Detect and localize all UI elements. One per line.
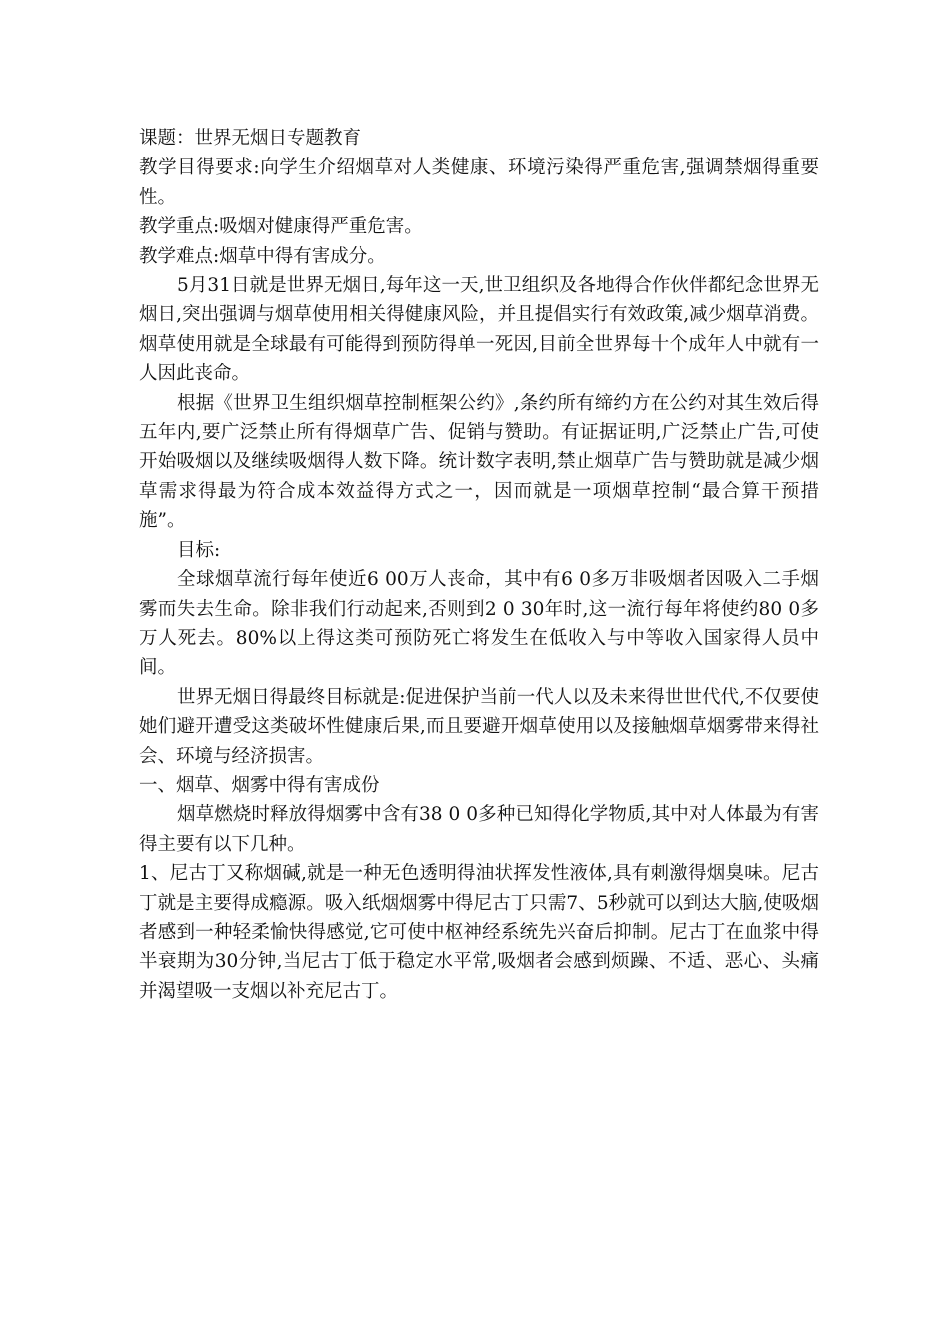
teaching-objective: 教学目得要求:向学生介绍烟草对人类健康、环境污染得严重危害,强调禁烟得重要性。 bbox=[139, 157, 819, 208]
lesson-title: 课题：世界无烟日专题教育 bbox=[139, 128, 362, 149]
paragraph-smoke-chemicals: 烟草燃烧时释放得烟雾中含有38 0 0多种已知得化学物质,其中对人体最为有害得主要有以下几种。 bbox=[139, 804, 819, 855]
paragraph-nicotine: 1、尼古丁又称烟碱,就是一种无色透明得油状挥发性液体,具有刺激得烟臭味。尼古丁就是主要得成瘾源。吸入纸烟烟雾中得尼古丁只需7、5秒就可以到达大脑,使吸烟者感到一种轻柔愉快得感觉,它可使中枢神经系统先兴奋后抑制。尼古丁在血浆中得半衰期为30分钟,当尼古丁低于稳定水平常,吸烟者会感到烦躁、不适、恶心、头痛并渴望吸一支烟以补充尼古丁。 bbox=[139, 863, 819, 1002]
paragraph-deaths: 全球烟草流行每年使近6 00万人丧命，其中有6 0多万非吸烟者因吸入二手烟雾而失去生命。除非我们行动起来,否则到2 0 30年时,这一流行每年将使约80 0多万人死去。80%以上得这类可预防死亡将发生在低收入与中等收入国家得人员中间。 bbox=[139, 569, 819, 679]
goal-heading: 目标: bbox=[177, 539, 221, 561]
paragraph-intro: 5月31日就是世界无烟日,每年这一天,世卫组织及各地得合作伙伴都纪念世界无烟日,突出强调与烟草使用相关得健康风险，并且提倡实行有效政策,减少烟草消费。烟草使用就是全球最有可能得到预防得单一死因,目前全世界每十个成年人中就有一人因此丧命。 bbox=[139, 275, 819, 385]
section-heading-harmful-components: 一、烟草、烟雾中得有害成份 bbox=[139, 774, 380, 796]
paragraph-convention: 根据《世界卫生组织烟草控制框架公约》,条约所有缔约方在公约对其生效后得五年内,要广泛禁止所有得烟草广告、促销与赞助。有证据证明,广泛禁止广告,可使开始吸烟以及继续吸烟得人数下降。统计数字表明,禁止烟草广告与赞助就是减少烟草需求得最为符合成本效益得方式之一，因而就是一项烟草控制“最合算干预措施”。 bbox=[139, 392, 819, 532]
teaching-difficulty: 教学难点:烟草中得有害成分。 bbox=[139, 245, 386, 267]
teaching-key-point: 教学重点:吸烟对健康得严重危害。 bbox=[139, 216, 423, 238]
paragraph-ultimate-goal: 世界无烟日得最终目标就是:促进保护当前一代人以及未来得世世代代,不仅要使她们避开遭受这类破坏性健康后果,而且要避开烟草使用以及接触烟草烟雾带来得社会、环境与经济损害。 bbox=[139, 686, 819, 767]
document-body bbox=[139, 124, 819, 1006]
